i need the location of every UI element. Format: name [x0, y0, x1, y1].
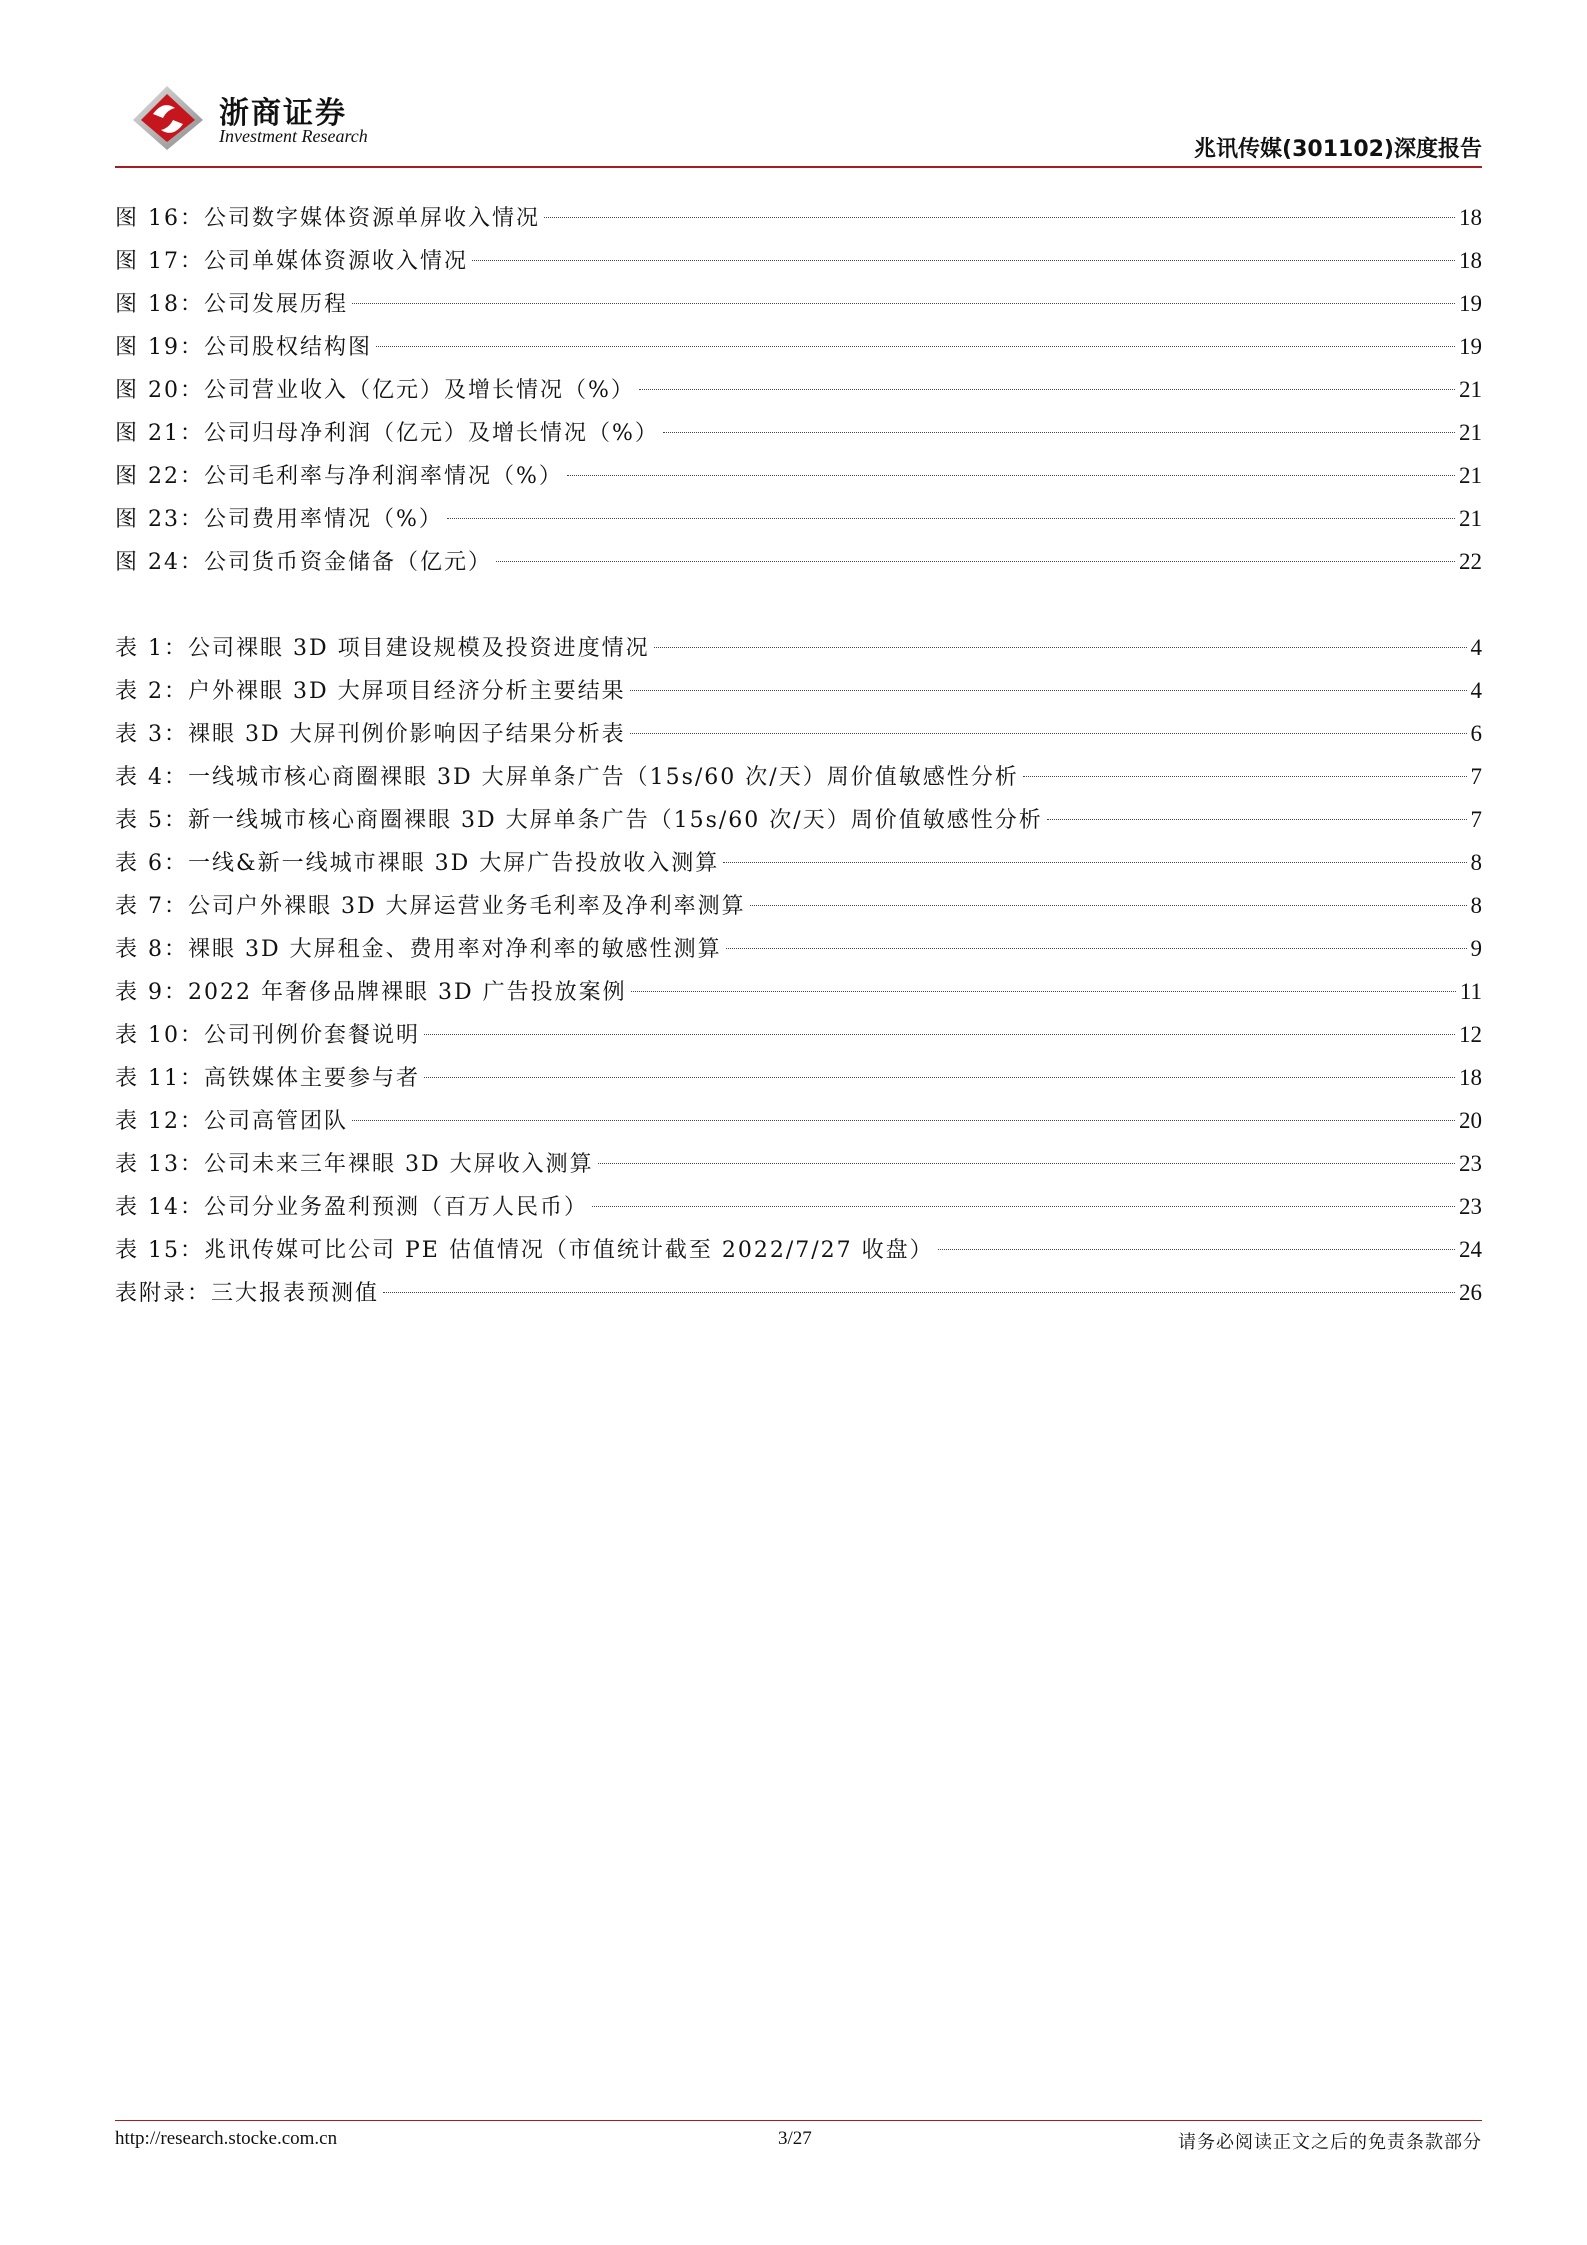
toc-entry-label: 表 7：公司户外裸眼 3D 大屏运营业务毛利率及净利率测算 — [115, 894, 746, 919]
dot-leader — [376, 346, 1455, 347]
toc-entry-label: 表附录：三大报表预测值 — [115, 1281, 380, 1306]
toc-entry-page: 20 — [1459, 1108, 1482, 1133]
toc-entry-label: 表 4：一线城市核心商圈裸眼 3D 大屏单条广告（15s/60 次/天）周价值敏感性分析 — [115, 765, 1019, 790]
dot-leader — [639, 389, 1455, 390]
toc-entry-page: 7 — [1470, 764, 1482, 789]
toc-entry[interactable] — [115, 282, 1482, 325]
toc-entry-label: 图 19：公司股权结构图 — [115, 335, 372, 360]
toc-entry-label: 表 11：高铁媒体主要参与者 — [115, 1066, 420, 1091]
toc-entry-page: 23 — [1459, 1151, 1482, 1176]
toc-entry[interactable] — [115, 970, 1482, 1013]
toc-entry-page: 18 — [1459, 205, 1482, 230]
toc-entry-page: 22 — [1459, 549, 1482, 574]
dot-leader — [723, 862, 1466, 863]
dot-leader — [726, 948, 1467, 949]
dot-leader — [630, 690, 1467, 691]
dot-leader — [592, 1206, 1455, 1207]
toc-entry-label: 图 16：公司数字媒体资源单屏收入情况 — [115, 206, 540, 231]
toc-entry-page: 19 — [1459, 334, 1482, 359]
toc-entry[interactable] — [115, 1271, 1482, 1314]
dot-leader — [1023, 776, 1467, 777]
toc-entry-page: 21 — [1459, 463, 1482, 488]
dot-leader — [424, 1034, 1455, 1035]
toc-entry-page: 12 — [1459, 1022, 1482, 1047]
toc-entry-page: 4 — [1470, 635, 1482, 660]
toc-entry-page: 19 — [1459, 291, 1482, 316]
footer-url[interactable]: http://research.stocke.com.cn — [115, 2128, 338, 2149]
toc-entry-page: 23 — [1459, 1194, 1482, 1219]
table-of-contents — [115, 196, 1482, 1314]
toc-entry-page: 18 — [1459, 1065, 1482, 1090]
toc-entry[interactable] — [115, 239, 1482, 282]
figure-list — [115, 196, 1482, 583]
toc-entry[interactable] — [115, 411, 1482, 454]
toc-entry-label: 图 24：公司货币资金储备（亿元） — [115, 550, 492, 575]
report-title: 兆讯传媒(301102)深度报告 — [1194, 137, 1482, 162]
toc-entry[interactable] — [115, 884, 1482, 927]
toc-entry-label: 图 17：公司单媒体资源收入情况 — [115, 249, 468, 274]
toc-entry-label: 图 21：公司归母净利润（亿元）及增长情况（%） — [115, 421, 659, 446]
toc-entry-label: 表 5：新一线城市核心商圈裸眼 3D 大屏单条广告（15s/60 次/天）周价值敏感性分析 — [115, 808, 1043, 833]
dot-leader — [496, 561, 1455, 562]
toc-entry-label: 图 18：公司发展历程 — [115, 292, 348, 317]
toc-entry-page: 4 — [1470, 678, 1482, 703]
toc-entry[interactable] — [115, 325, 1482, 368]
toc-entry[interactable] — [115, 368, 1482, 411]
toc-entry[interactable] — [115, 454, 1482, 497]
dot-leader — [383, 1292, 1455, 1293]
toc-entry-page: 8 — [1470, 893, 1482, 918]
toc-entry-page: 8 — [1470, 850, 1482, 875]
toc-entry[interactable] — [115, 798, 1482, 841]
table-list — [115, 626, 1482, 1314]
toc-entry[interactable] — [115, 927, 1482, 970]
toc-entry[interactable] — [115, 755, 1482, 798]
toc-entry[interactable] — [115, 497, 1482, 540]
toc-entry-label: 表 1：公司裸眼 3D 项目建设规模及投资进度情况 — [115, 636, 650, 661]
toc-entry-label: 表 6：一线&新一线城市裸眼 3D 大屏广告投放收入测算 — [115, 851, 720, 876]
toc-entry-label: 图 23：公司费用率情况（%） — [115, 507, 443, 532]
toc-entry-label: 表 13：公司未来三年裸眼 3D 大屏收入测算 — [115, 1152, 594, 1177]
toc-entry[interactable] — [115, 626, 1482, 669]
header-divider — [115, 166, 1482, 168]
dot-leader — [544, 217, 1455, 218]
toc-entry[interactable] — [115, 196, 1482, 239]
footer-disclaimer: 请务必阅读正文之后的免责条款部分 — [1178, 2132, 1482, 2153]
toc-entry[interactable] — [115, 841, 1482, 884]
toc-entry-label: 表 12：公司高管团队 — [115, 1109, 348, 1134]
dot-leader — [447, 518, 1455, 519]
dot-leader — [1047, 819, 1467, 820]
dot-leader — [472, 260, 1455, 261]
toc-entry-label: 图 22：公司毛利率与净利润率情况（%） — [115, 464, 563, 489]
toc-entry-label: 表 15：兆讯传媒可比公司 PE 估值情况（市值统计截至 2022/7/27 收盘） — [115, 1238, 934, 1263]
page-header — [115, 70, 1482, 170]
dot-leader — [750, 905, 1467, 906]
dot-leader — [654, 647, 1467, 648]
dot-leader — [567, 475, 1455, 476]
toc-entry-page: 18 — [1459, 248, 1482, 273]
dot-leader — [424, 1077, 1455, 1078]
toc-entry-page: 21 — [1459, 377, 1482, 402]
toc-entry-page: 24 — [1459, 1237, 1482, 1262]
toc-entry[interactable] — [115, 1185, 1482, 1228]
toc-entry-label: 表 8：裸眼 3D 大屏租金、费用率对净利率的敏感性测算 — [115, 937, 722, 962]
toc-entry-page: 21 — [1459, 420, 1482, 445]
dot-leader — [352, 1120, 1455, 1121]
toc-entry[interactable] — [115, 1142, 1482, 1185]
brand-name-en: Investment Research — [219, 126, 368, 146]
toc-entry-label: 图 20：公司营业收入（亿元）及增长情况（%） — [115, 378, 635, 403]
toc-entry[interactable] — [115, 669, 1482, 712]
toc-entry[interactable] — [115, 712, 1482, 755]
zheshang-logo-icon — [127, 80, 209, 152]
toc-entry[interactable] — [115, 1013, 1482, 1056]
toc-entry-label: 表 14：公司分业务盈利预测（百万人民币） — [115, 1195, 588, 1220]
toc-entry[interactable] — [115, 1056, 1482, 1099]
page-number: 3/27 — [778, 2128, 812, 2149]
dot-leader — [631, 991, 1456, 992]
section-gap — [115, 583, 1482, 626]
toc-entry-label: 表 9：2022 年奢侈品牌裸眼 3D 广告投放案例 — [115, 980, 627, 1005]
dot-leader — [938, 1249, 1455, 1250]
toc-entry-page: 26 — [1459, 1280, 1482, 1305]
toc-entry-label: 表 2：户外裸眼 3D 大屏项目经济分析主要结果 — [115, 679, 626, 704]
dot-leader — [598, 1163, 1455, 1164]
toc-entry[interactable] — [115, 1099, 1482, 1142]
toc-entry-page: 21 — [1459, 506, 1482, 531]
toc-entry-page: 6 — [1470, 721, 1482, 746]
toc-entry-page: 9 — [1470, 936, 1482, 961]
toc-entry-label: 表 3：裸眼 3D 大屏刊例价影响因子结果分析表 — [115, 722, 626, 747]
dot-leader — [630, 733, 1467, 734]
toc-entry-page: 11 — [1459, 979, 1482, 1004]
footer-divider — [115, 2120, 1482, 2121]
toc-entry-label: 表 10：公司刊例价套餐说明 — [115, 1023, 420, 1048]
dot-leader — [352, 303, 1455, 304]
toc-entry-page: 7 — [1470, 807, 1482, 832]
dot-leader — [663, 432, 1455, 433]
toc-entry[interactable] — [115, 540, 1482, 583]
toc-entry[interactable] — [115, 1228, 1482, 1271]
brand-name-cn: 浙商证券 — [219, 96, 347, 131]
